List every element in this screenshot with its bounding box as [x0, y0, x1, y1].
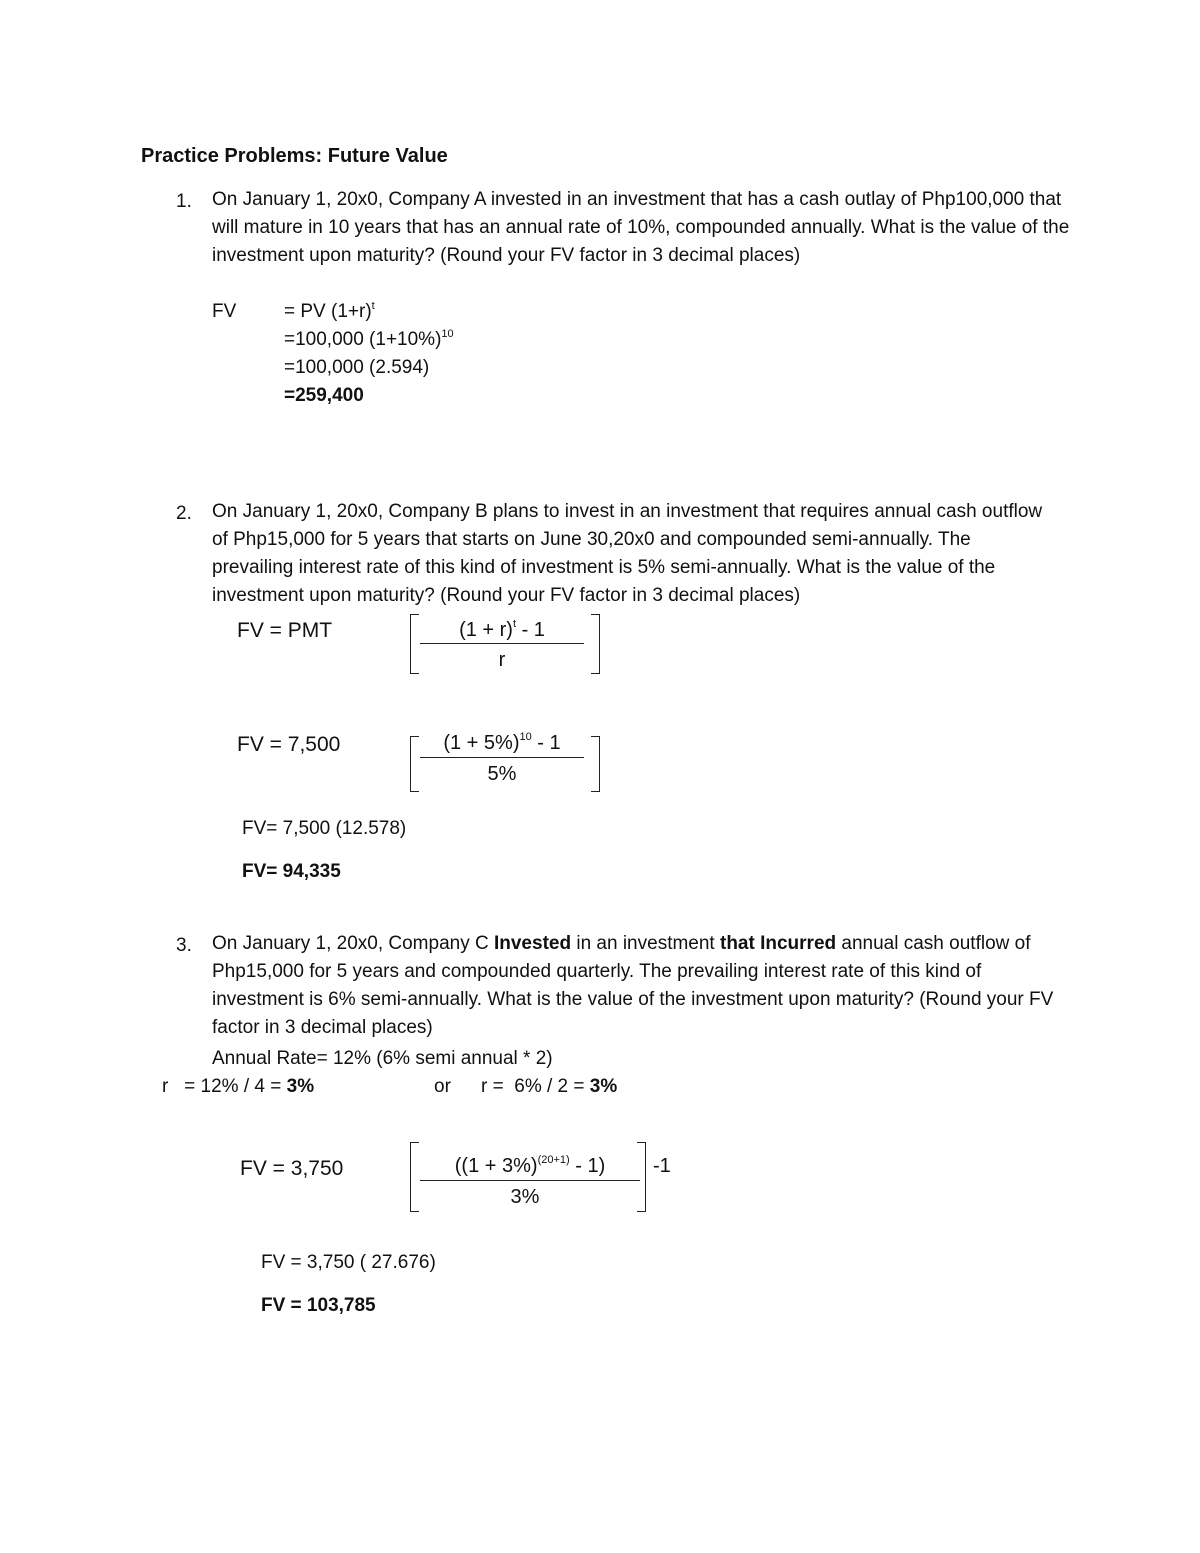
problem-2-answer: FV= 94,335 — [242, 861, 341, 882]
problem-1-number: 1. — [176, 191, 192, 212]
problem-3-rate-right: r = 6% / 2 = 3% — [481, 1076, 618, 1097]
problem-2-number: 2. — [176, 503, 192, 524]
problem-2-formula-label: FV = PMT — [237, 619, 333, 642]
problem-3-rate-left: r = 12% / 4 = 3% — [162, 1076, 315, 1097]
problem-3-annual-rate: Annual Rate= 12% (6% semi annual * 2) — [212, 1048, 553, 1069]
problem-3-formula-label: FV = 3,750 — [240, 1157, 344, 1180]
problem-1-fv-label: FV — [212, 301, 237, 322]
problem-1-line1: = PV $(1+r)^t$ — [284, 300, 375, 322]
problem-2-fraction-line — [420, 643, 584, 644]
problem-1-answer: =259,400 — [284, 385, 364, 406]
problem-3-formula-denominator: 3% — [510, 1186, 540, 1208]
problem-3-calc: FV = 3,750 ( 27.676) — [261, 1252, 436, 1273]
problem-2-calc: FV= 7,500 (12.578) — [242, 818, 407, 839]
problem-2-sub-label: FV = 7,500 — [237, 733, 341, 756]
problem-2-formula-denominator: r — [498, 649, 506, 671]
problem-3-bracket-left — [410, 1142, 419, 1212]
problem-2-bracket-left — [410, 614, 419, 674]
problem-2-sub-bracket-left — [410, 736, 419, 792]
problem-2-text: On January 1, 20x0, Company B plans to invest in an investment that requires annual cash outflow of Php15,000 for 5 years that starts on June 30,20x0 and compounded semi-annually. The prevailing interest rate of this kind of investment is 5% semi-annually. What is the value of the investment upon maturity? (Round your FV factor in 3 decimal places) — [212, 501, 1043, 606]
problem-1-text: On January 1, 20x0, Company A invested in an investment that has a cash outlay of Php100,000 that will mature in 10 years that has an annual rate of 10%, compounded annually. What is the value of the investment upon maturity? (Round your FV factor in 3 decimal places) — [212, 189, 1070, 266]
problem-2-bracket-right — [591, 614, 600, 674]
problem-2-sub-denominator: 5% — [487, 763, 517, 785]
problem-1-line3: =100,000 (2.594) — [284, 357, 430, 378]
problem-2-formula-numerator: $(1 + r)^t - 1$ — [459, 618, 545, 641]
problem-3-bracket-right — [637, 1142, 646, 1212]
problem-3-number: 3. — [176, 935, 192, 956]
problem-3-text: On January 1, 20x0, Company C Invested in an investment that Incurred annual cash outflow of Php15,000 for 5 years and compounded quarterly. The prevailing interest rate of this kind of investment is 6% semi-annually. What is the value of the investment upon maturity? (Round your FV factor in 3 decimal places) — [212, 933, 1054, 1038]
page-title: Practice Problems: Future Value — [141, 145, 448, 167]
problem-2-sub-bracket-right — [591, 736, 600, 792]
problem-2-sub-fraction-line — [420, 757, 584, 758]
problem-3-answer: FV = 103,785 — [261, 1295, 376, 1316]
problem-1-line2: =100,000 $(1+10\%)^{10}$ — [284, 328, 454, 350]
problem-2-sub-numerator: $(1 + 5\%)^{10} - 1$ — [443, 731, 561, 754]
problem-3-fraction-line — [420, 1180, 640, 1181]
problem-3-formula-tail: -1 — [653, 1155, 671, 1177]
problem-3-or: or — [434, 1076, 451, 1097]
problem-3-formula-numerator: $((1 + 3\%)^{(20+1)} - 1)$ — [454, 1154, 606, 1177]
